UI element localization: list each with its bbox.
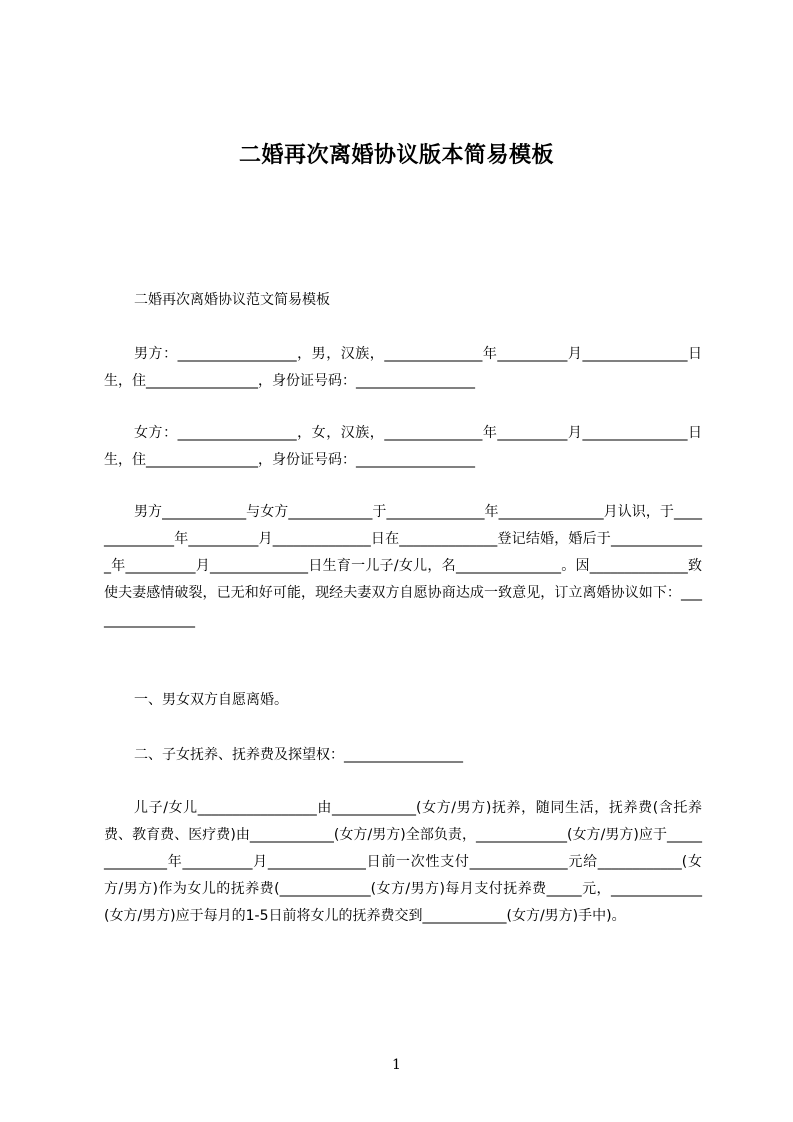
- paragraph-child-support: 儿子/女儿_________________由____________(女方/男方)抚养，随同生活，抚养费(含托养费、教育费、医疗费)由____________(女方/男方)全部负责，_____________(女方/男方)应于______________年__________月______________日前一次性支付______________元给____________(女方/男方)作为女儿的抚养费(_____________(女方/男方)每月支付抚养费_____元，_____________(女方/男方)应于每月的1-5日前将女儿的抚养费交到____________(女方/男方)手中)。: [104, 800, 702, 924]
- page-number: 1: [392, 1057, 401, 1073]
- clause-1-divorce: 一、男女双方自愿离婚。: [134, 692, 288, 708]
- paragraph-female-party: 女方：_________________，女，汉族，______________年__________月_______________日生，住________________，身份证号码：_________________: [104, 425, 702, 468]
- paragraph-marriage-history: 男方____________与女方____________于______________年_______________月认识，于______________年__________月______________日在______________登记结婚，婚后于______________年__________月______________日生育一儿子/女儿，名_______________。因______________致使夫妻感情破裂，已无和好可能，现经夫妻双方自愿协商达成一致意见，订立离婚协议如下：________________: [104, 504, 702, 628]
- document-title: 二婚再次离婚协议版本简易模板: [238, 143, 554, 168]
- clause-2-custody: 二、子女抚养、抚养费及探望权：_________________: [134, 747, 463, 763]
- paragraph-subtitle: 二婚再次离婚协议范文简易模板: [134, 292, 330, 308]
- paragraph-male-party: 男方：_________________，男，汉族，______________年__________月_______________日生，住________________，身份证号码：_________________: [104, 346, 702, 389]
